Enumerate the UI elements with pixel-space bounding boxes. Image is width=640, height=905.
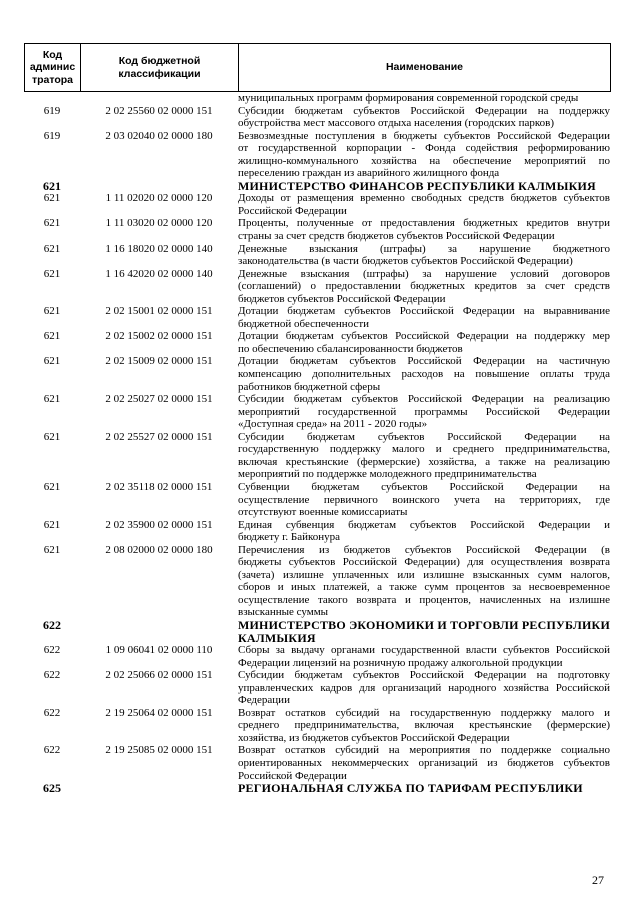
admin-code-cell: 621 xyxy=(43,430,61,443)
admin-code-cell: 621 xyxy=(43,355,61,368)
description-line: компенсацию дополнительных расходов на повышение оплаты труда xyxy=(238,368,610,381)
header-admin-line: тратора xyxy=(31,73,74,86)
admin-code-cell: 621 xyxy=(43,518,61,531)
description-line: ориентированных некоммерческих организаций из бюджетов субъектов xyxy=(238,756,610,769)
budget-code-cell: 2 19 25064 02 0000 151 xyxy=(105,706,213,719)
table-row xyxy=(24,305,610,330)
admin-code-cell: 621 xyxy=(43,178,61,193)
table-row xyxy=(24,393,610,431)
description-line: Дотации бюджетам субъектов Российской Федерации на выравнивание xyxy=(238,305,610,318)
description-line: муниципальных программ формирования современной городской среды xyxy=(238,92,579,104)
description-cell xyxy=(238,92,610,105)
description-line: Субсидии бюджетам субъектов Российской Федерации на поддержку xyxy=(238,104,610,117)
budget-code-cell: 2 08 02000 02 0000 180 xyxy=(105,543,213,556)
description-cell xyxy=(238,355,610,393)
description-line: жилищно-коммунального хозяйства на обеспечение мероприятий по xyxy=(238,154,610,167)
description-cell xyxy=(238,330,610,355)
description-line: Возврат остатков субсидий на государственную поддержку малого и xyxy=(238,706,610,719)
description-line: Федерации лицензий на розничную продажу алкогольной продукции xyxy=(238,656,563,669)
description-line: Российской Федерации xyxy=(238,204,347,217)
admin-code-cell: 621 xyxy=(43,330,61,343)
section-heading-row xyxy=(24,619,610,644)
budget-code-cell: 2 02 15002 02 0000 151 xyxy=(105,330,213,343)
admin-code-cell: 621 xyxy=(43,242,61,255)
table-row xyxy=(24,243,610,268)
description-cell xyxy=(238,707,610,745)
ministry-name-cell xyxy=(238,782,610,795)
description-cell xyxy=(238,192,610,217)
description-line: бюджетов субъектов Российской Федерации xyxy=(238,292,446,305)
table-row xyxy=(24,707,610,745)
description-line: КАЛМЫКИЯ xyxy=(238,630,316,645)
table-row xyxy=(24,355,610,393)
table-row xyxy=(24,105,610,130)
budget-code-cell: 1 16 42020 02 0000 140 xyxy=(105,267,213,280)
table-row xyxy=(24,92,610,105)
description-cell xyxy=(238,217,610,242)
header-admin-line: админис xyxy=(29,61,76,74)
description-cell xyxy=(238,669,610,707)
description-line: мероприятий государственной программы Российской Федерации xyxy=(238,405,610,418)
description-line: бюджеты субъектов Российской Федерации) для осуществления возврата xyxy=(238,556,610,569)
admin-code-cell: 621 xyxy=(43,305,61,318)
description-line: «Доступная среда» на 2011 - 2020 годы» xyxy=(238,418,428,431)
description-cell xyxy=(238,268,610,306)
table-row xyxy=(24,544,610,619)
admin-code-cell: 619 xyxy=(43,129,61,142)
admin-code-cell: 621 xyxy=(43,192,61,205)
admin-code-cell: 622 xyxy=(43,744,61,757)
description-line: МИНИСТЕРСТВО ФИНАНСОВ РЕСПУБЛИКИ КАЛМЫКИЯ xyxy=(238,178,596,193)
description-line: бюджетной обеспеченности xyxy=(238,317,370,330)
admin-code-cell: 619 xyxy=(43,104,61,117)
budget-code-cell: 2 02 35900 02 0000 151 xyxy=(105,518,213,531)
ministry-name-cell xyxy=(238,619,610,644)
description-line: РЕГИОНАЛЬНАЯ СЛУЖБА ПО ТАРИФАМ РЕСПУБЛИКИ xyxy=(238,781,583,796)
description-cell xyxy=(238,644,610,669)
table-row xyxy=(24,192,610,217)
description-line: Проценты, полученные от предоставления бюджетных кредитов внутри xyxy=(238,217,610,230)
description-line: (соглашений) о предоставлении бюджетных кредитов за счет средств xyxy=(238,280,610,293)
table-row xyxy=(24,330,610,355)
description-line: включая крестьянские (фермерские) хозяйства, а также на реализацию xyxy=(238,455,610,468)
admin-code-cell: 622 xyxy=(43,617,61,632)
description-line: Денежные взыскания (штрафы) за нарушение условий договоров xyxy=(238,267,610,280)
description-line: Федерации xyxy=(238,694,290,707)
admin-code-cell: 625 xyxy=(43,781,61,796)
description-cell xyxy=(238,305,610,330)
table-row xyxy=(24,644,610,669)
description-line: Возврат остатков субсидий на мероприятия по поддержке социально xyxy=(238,744,610,757)
description-cell xyxy=(238,105,610,130)
table-row xyxy=(24,431,610,481)
description-line: законодательства (в части бюджетов субъектов Российской Федерации) xyxy=(238,255,573,268)
description-line: Субсидии бюджетам субъектов Российской Федерации на подготовку xyxy=(238,669,610,682)
table-row xyxy=(24,481,610,519)
budget-code-cell: 2 03 02040 02 0000 180 xyxy=(105,129,213,142)
description-line: хозяйства, из бюджетов субъектов Российской Федерации xyxy=(238,731,510,744)
admin-code-cell: 621 xyxy=(43,217,61,230)
budget-code-cell: 2 02 25560 02 0000 151 xyxy=(105,104,213,117)
description-line: Единая субвенция бюджетам субъектов Российской Федерации и xyxy=(238,518,610,531)
description-line: взысканные суммы xyxy=(238,606,329,619)
budget-code-cell: 2 02 25066 02 0000 151 xyxy=(105,669,213,682)
description-line: (зачета) излишне уплаченных или излишне взысканных сумм налогов, xyxy=(238,568,610,581)
header-admin-line: Код xyxy=(42,48,63,61)
table-row xyxy=(24,669,610,707)
page-number: 27 xyxy=(592,873,604,887)
description-cell xyxy=(238,243,610,268)
description-cell xyxy=(238,544,610,619)
budget-code-cell: 2 02 15001 02 0000 151 xyxy=(105,305,213,318)
admin-code-cell: 621 xyxy=(43,543,61,556)
description-line: мероприятий по поддержке молодежного предпринимательства xyxy=(238,468,537,481)
description-line: работников бюджетной сферы xyxy=(238,380,381,393)
description-line: Перечисления из бюджетов субъектов Российской Федерации (в xyxy=(238,543,610,556)
description-line: от государственной корпорации - Фонда содействия реформированию xyxy=(238,142,610,155)
description-cell xyxy=(238,431,610,481)
admin-code-cell: 621 xyxy=(43,267,61,280)
table-row xyxy=(24,130,610,180)
description-line: государственную поддержку малого и среднего предпринимательства, xyxy=(238,443,610,456)
description-line: Субсидии бюджетам субъектов Российской Федерации на xyxy=(238,430,610,443)
description-cell xyxy=(238,744,610,782)
description-line: МИНИСТЕРСТВО ЭКОНОМИКИ И ТОРГОВЛИ РЕСПУБЛИКИ xyxy=(238,617,610,632)
table-row xyxy=(24,519,610,544)
budget-code-cell: 1 11 02020 02 0000 120 xyxy=(105,192,213,205)
table-row xyxy=(24,268,610,306)
description-line: Сборы за выдачу органами государственной власти субъектов Российской xyxy=(238,644,610,657)
description-cell xyxy=(238,393,610,431)
description-line: Субвенции бюджетам субъектов Российской Федерации на xyxy=(238,480,610,493)
description-line: Дотации бюджетам субъектов Российской Федерации на частичную xyxy=(238,355,610,368)
budget-code-cell: 2 02 25027 02 0000 151 xyxy=(105,393,213,406)
description-line: по обеспечению сбалансированности бюджетов xyxy=(238,342,463,355)
description-line: Российской Федерации xyxy=(238,769,347,782)
description-line: страны за счет средств бюджетов субъектов Российской Федерации xyxy=(238,230,555,243)
budget-code-cell: 2 02 35118 02 0000 151 xyxy=(105,480,213,493)
description-cell xyxy=(238,130,610,180)
description-line: Безвозмездные поступления в бюджеты субъектов Российской Федерации xyxy=(238,129,610,142)
table-row xyxy=(24,217,610,242)
description-line: среднего предпринимательства, включая крестьянские (фермерские) xyxy=(238,719,610,732)
budget-code-cell: 1 16 18020 02 0000 140 xyxy=(105,242,213,255)
description-line: обустройства мест массового отдыха населения (городских парков) xyxy=(238,117,555,130)
budget-code-cell: 2 19 25085 02 0000 151 xyxy=(105,744,213,757)
admin-code-cell: 622 xyxy=(43,644,61,657)
table-header xyxy=(24,43,611,92)
header-code-line: классификации xyxy=(118,67,201,80)
description-line: Субсидии бюджетам субъектов Российской Федерации на реализацию xyxy=(238,393,610,406)
budget-code-cell: 1 11 03020 02 0000 120 xyxy=(105,217,213,230)
table-body xyxy=(24,92,610,795)
description-line: осуществление первичного воинского учета на территориях, где xyxy=(238,493,610,506)
section-heading-row xyxy=(24,782,610,795)
description-line: переселению граждан из аварийного жилищного фонда xyxy=(238,167,500,180)
admin-code-cell: 622 xyxy=(43,669,61,682)
section-heading-row xyxy=(24,180,610,193)
admin-code-cell: 621 xyxy=(43,480,61,493)
description-line: Денежные взыскания (штрафы) за нарушение бюджетного xyxy=(238,242,610,255)
description-line: сборов и иных платежей, а также сумм процентов за несвоевременное xyxy=(238,581,610,594)
budget-code-cell: 2 02 25527 02 0000 151 xyxy=(105,430,213,443)
budget-code-cell: 2 02 15009 02 0000 151 xyxy=(105,355,213,368)
description-cell xyxy=(238,481,610,519)
admin-code-cell: 622 xyxy=(43,706,61,719)
header-admin-code xyxy=(25,44,81,92)
ministry-name-cell xyxy=(238,180,610,193)
description-line: управленческих кадров для организаций народного хозяйства Российской xyxy=(238,681,610,694)
description-line: отсутствуют военные комиссариаты xyxy=(238,506,408,519)
description-line: осуществление такого возврата и процентов, начисленных на излишне xyxy=(238,593,610,606)
description-line: бюджету г. Байконура xyxy=(238,531,341,544)
description-line: Доходы от размещения временно свободных средств бюджетов субъектов xyxy=(238,192,610,205)
admin-code-cell: 621 xyxy=(43,393,61,406)
table-row xyxy=(24,744,610,782)
budget-code-cell: 1 09 06041 02 0000 110 xyxy=(105,644,213,657)
header-budget-code xyxy=(81,44,239,92)
header-code-line: Код бюджетной xyxy=(118,55,201,67)
header-name: Наименование xyxy=(239,44,611,92)
description-cell xyxy=(238,519,610,544)
description-line: Дотации бюджетам субъектов Российской Федерации на поддержку мер xyxy=(238,330,610,343)
